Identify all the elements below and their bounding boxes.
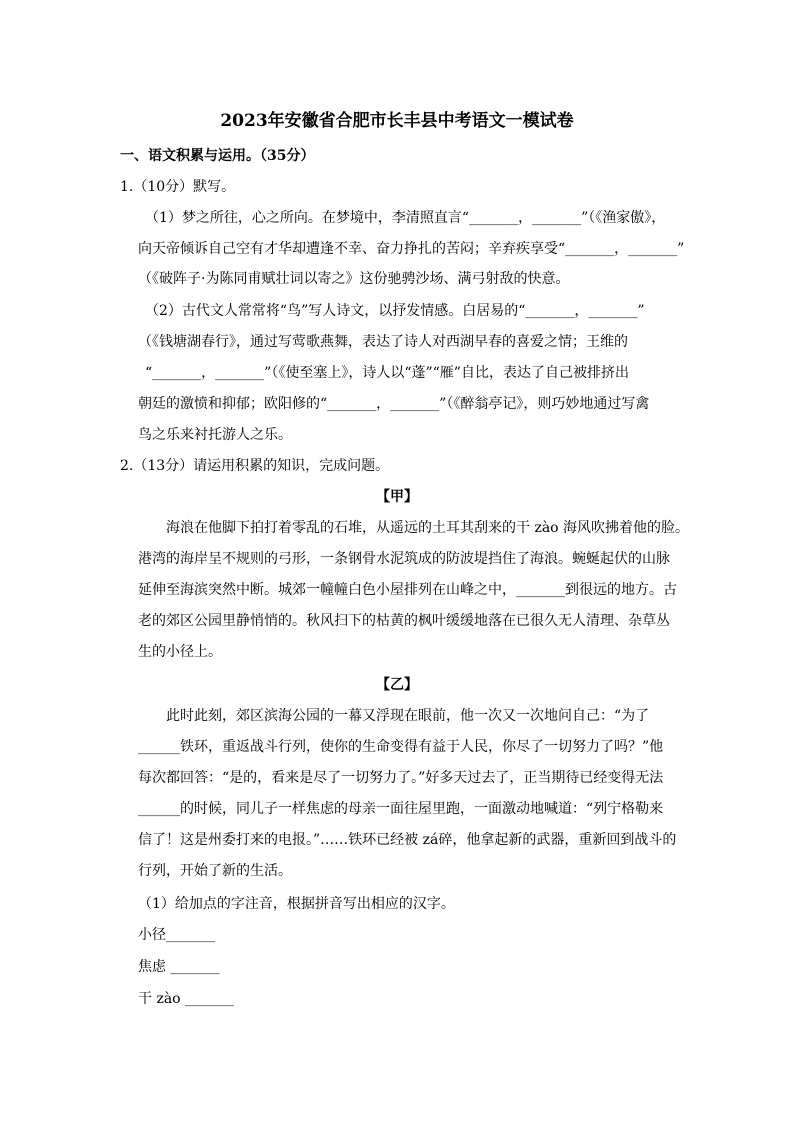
question-1-header: 1.（10分）默写。 (120, 179, 236, 195)
passage-jia-line: 延伸至海滨突然中断。城郊一幢幢白色小屋排列在山峰之中，_______到很远的地方。古 (138, 582, 677, 598)
q1-p1-line: （1）梦之所往，心之所向。在梦境中，李清照直言“_______，_______”（《渔家傲》， (145, 210, 666, 226)
passage-jia-title: 【甲】 (376, 489, 418, 505)
sub-question-1: （1）给加点的字注音，根据拼音写出相应的汉字。 (138, 896, 455, 912)
passage-jia-line: 港湾的海岸呈不规则的弓形，一条钢骨水泥筑成的防波堤挡住了海浪。蜿蜒起伏的山脉 (138, 551, 670, 567)
passage-jia-line: 老的郊区公园里静悄悄的。秋风扫下的枯黄的枫叶缓缓地落在已很久无人清理、杂草丛 (138, 613, 670, 629)
answer-line: 小径_______ (138, 927, 215, 943)
passage-yi-line: 每次都回答：“是的，看来是尽了一切努力了。”好多天过去了，正当期待已经变得无法 (138, 770, 664, 786)
q1-p2-line: （2）古代文人常常将“鸟”写人诗文，以抒发情感。白居易的“_______，_______” (145, 303, 645, 319)
question-2-header: 2.（13分）请运用积累的知识，完成问题。 (120, 458, 390, 474)
passage-yi-line: ______铁环，重返战斗行列，使你的生命变得有益于人民，你尽了一切努力了吗？”他 (138, 739, 664, 755)
q1-p1-line: （《破阵子·为陈同甫赋壮词以寄之》这份驰骋沙场、满弓射敌的快意。 (138, 271, 570, 287)
passage-jia-line: 生的小径上。 (138, 644, 222, 660)
passage-yi-title: 【乙】 (376, 677, 418, 693)
passage-yi-line: 信了！这是州委打来的电报。”……铁环已经被 zá碎，他拿起新的武器，重新回到战斗的 (138, 832, 677, 848)
q1-p2-line: 鸟之乐来衬托游人之乐。 (138, 427, 292, 443)
passage-yi-line: 行列，开始了新的生活。 (138, 863, 292, 879)
passage-jia-line: 海浪在他脚下拍打着零乱的石堆，从遥远的土耳其刮来的干 zào 海风吹拂着他的脸。 (166, 520, 690, 536)
q1-p2-line: （《钱塘湖春行》，通过写莺歌燕舞，表达了诗人对西湖早春的喜爱之情；王维的 (138, 334, 628, 350)
q1-p2-line: “_______，_______”（《使至塞上》，诗人以“蓬”“雁”自比，表达了自己被排挤出 (145, 365, 629, 381)
passage-yi-line: 此时此刻，郊区滨海公园的一幕又浮现在眼前，他一次又一次地问自己：“为了 (166, 708, 650, 724)
answer-line: 干 zào _______ (138, 991, 235, 1007)
page-title: 2023年安徽省合肥市长丰县中考语文一模试卷 (220, 111, 574, 131)
q1-p2-line: 朝廷的激愤和抑郁；欧阳修的“_______，_______”（《醉翁亭记》，则巧妙地通过写禽 (138, 396, 650, 412)
section-heading: 一、语文积累与运用。（35分） (120, 148, 315, 164)
passage-yi-line: ______的时候，同儿子一样焦虑的母亲一面往屋里跑，一面激动地喊道：“列宁格勒来 (138, 801, 664, 817)
q1-p1-line: 向天帝倾诉自己空有才华却遭逢不幸、奋力挣扎的苦闷；辛弃疾享受“_______，_______” (138, 241, 685, 257)
answer-line: 焦虑 _______ (138, 959, 220, 975)
